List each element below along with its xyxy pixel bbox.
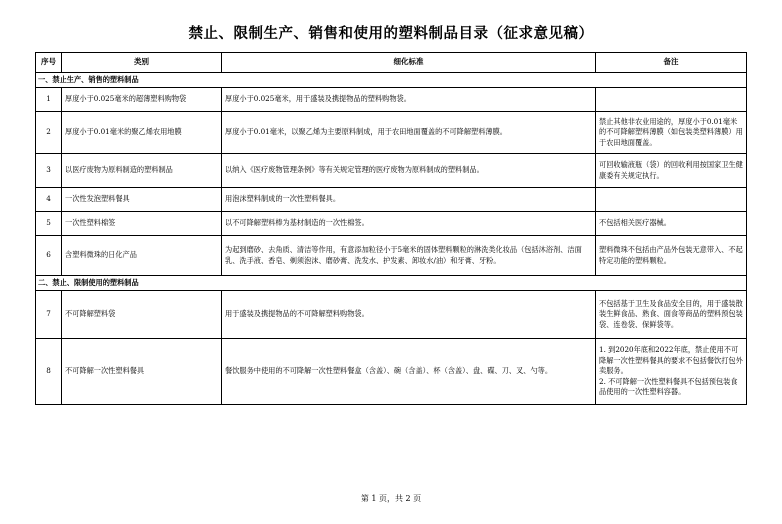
row-notes: 不包括基于卫生及食品安全目的，用于盛装散装生鲜食品、熟食、面食等商品的塑料预包装袋、连卷袋、保鲜袋等。 [596, 291, 747, 339]
table-row [36, 339, 747, 405]
row-criteria: 为起到磨砂、去角质、清洁等作用，有意添加粒径小于5毫米的固体塑料颗粒的淋洗类化妆品（包括沐浴剂、洁面乳、洗手液、香皂、剃须泡沫、磨砂膏、洗发水、护发素、卸妆水/油）和牙膏、牙粉。 [222, 236, 596, 276]
row-notes [596, 88, 747, 112]
row-criteria: 用泡沫塑料制成的一次性塑料餐具。 [222, 188, 596, 212]
row-category: 一次性塑料棉签 [62, 212, 222, 236]
row-criteria: 以不可降解塑料棒为基材制造的一次性棉签。 [222, 212, 596, 236]
row-category: 不可降解塑料袋 [62, 291, 222, 339]
document-title: 禁止、限制生产、销售和使用的塑料制品目录（征求意见稿） [188, 26, 594, 42]
section-title: 一、禁止生产、销售的塑料制品 [36, 73, 747, 88]
section-row [36, 276, 747, 291]
row-notes: 可回收输液瓶（袋）的回收利用按国家卫生健康委有关规定执行。 [596, 154, 747, 188]
table-row [36, 88, 747, 112]
table-row [36, 212, 747, 236]
section-row [36, 73, 747, 88]
row-no: 1 [36, 88, 62, 112]
row-notes: 塑料微珠不包括由产品外包装无意带入、不起特定功能的塑料颗粒。 [596, 236, 747, 276]
row-criteria: 餐饮服务中使用的不可降解一次性塑料餐盒（含盖）、碗（含盖）、杯（含盖）、盘、碟、刀、叉、勺等。 [222, 339, 596, 405]
header-notes: 备注 [596, 53, 747, 73]
row-category: 厚度小于0.01毫米的聚乙烯农用地膜 [62, 112, 222, 154]
row-criteria: 厚度小于0.01毫米，以聚乙烯为主要原料制成，用于农田地面覆盖的不可降解塑料薄膜。 [222, 112, 596, 154]
row-no: 3 [36, 154, 62, 188]
page-number: 第 1 页，共 2 页 [360, 494, 422, 503]
row-criteria: 厚度小于0.025毫米，用于盛装及携提物品的塑料购物袋。 [222, 88, 596, 112]
row-category: 以医疗废物为原料制造的塑料制品 [62, 154, 222, 188]
row-notes: 禁止其他非农业用途的，厚度小于0.01毫米的不可降解塑料薄膜（如包装类塑料薄膜）用于农田地面覆盖。 [596, 112, 747, 154]
row-no: 2 [36, 112, 62, 154]
row-no: 8 [36, 339, 62, 405]
row-category: 含塑料微珠的日化产品 [62, 236, 222, 276]
table-row [36, 188, 747, 212]
row-criteria: 用于盛装及携提物品的不可降解塑料购物袋。 [222, 291, 596, 339]
row-category: 不可降解一次性塑料餐具 [62, 339, 222, 405]
table-header-row [36, 53, 747, 73]
row-category: 一次性发泡塑料餐具 [62, 188, 222, 212]
section-title: 二、禁止、限制使用的塑料制品 [36, 276, 747, 291]
row-category: 厚度小于0.025毫米的超薄塑料购物袋 [62, 88, 222, 112]
row-no: 5 [36, 212, 62, 236]
header-criteria: 细化标准 [222, 53, 596, 73]
catalog-table [35, 52, 747, 405]
table-row [36, 291, 747, 339]
row-no: 7 [36, 291, 62, 339]
row-no: 4 [36, 188, 62, 212]
row-no: 6 [36, 236, 62, 276]
row-notes: 不包括相关医疗器械。 [596, 212, 747, 236]
row-notes: 1. 到2020年底和2022年底，禁止使用不可降解一次性塑料餐具的要求不包括餐饮打包外卖服务。 2. 不可降解一次性塑料餐具不包括预包装食品使用的一次性塑料容器。 [596, 339, 747, 405]
table-row [36, 112, 747, 154]
header-category: 类别 [62, 53, 222, 73]
table-row [36, 236, 747, 276]
header-no: 序号 [36, 53, 62, 73]
row-notes [596, 188, 747, 212]
row-criteria: 以纳入《医疗废物管理条例》等有关规定管理的医疗废物为原料制成的塑料制品。 [222, 154, 596, 188]
table-row [36, 154, 747, 188]
